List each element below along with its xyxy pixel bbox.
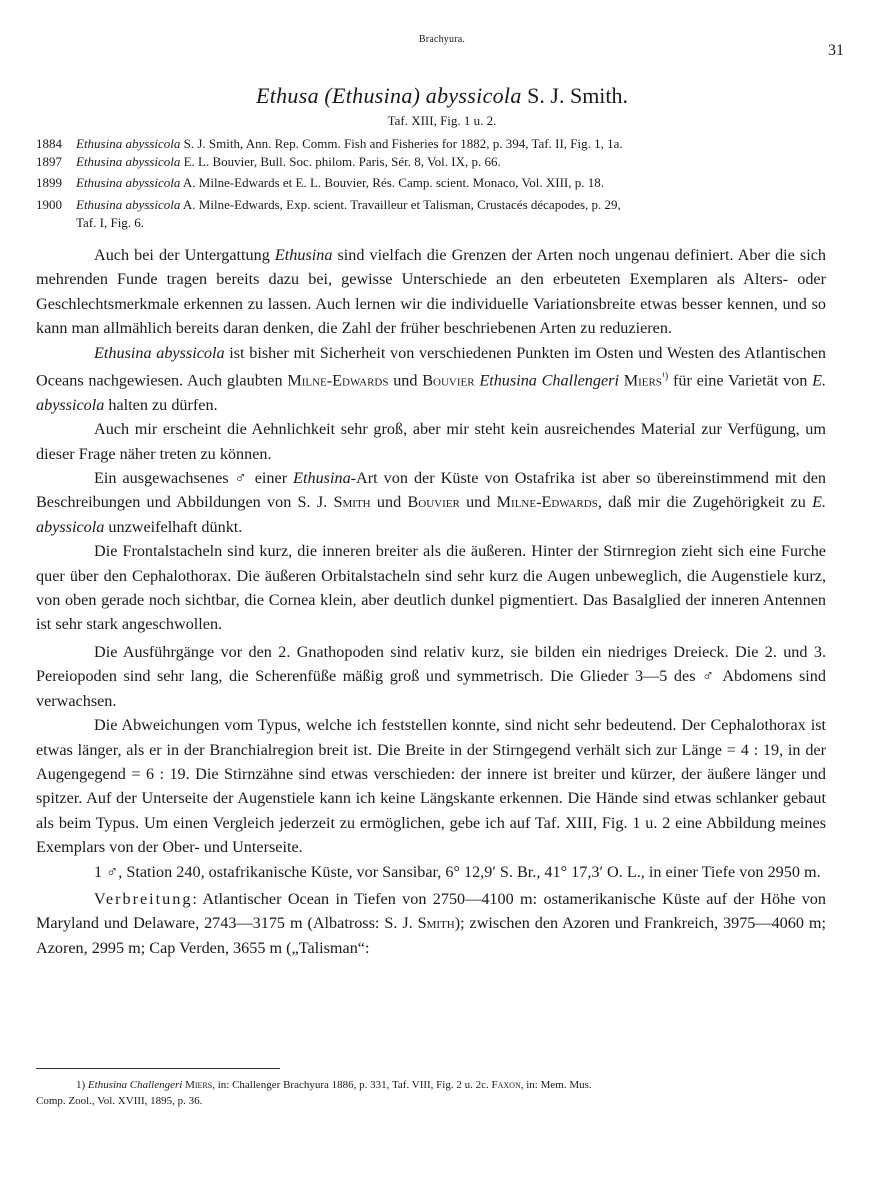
footnote-ref: ¹) xyxy=(661,371,669,383)
synonymy-line xyxy=(36,174,842,191)
text-run: ist bisher mit Sicherheit von verschiedenen Punkten im Osten und Westen des Atlantischen Oceans nachgewiesen. Auch glaubten xyxy=(36,343,826,390)
author-name: Smith xyxy=(417,914,455,933)
synonymy-year: 1899 xyxy=(36,175,62,190)
taxon-name: E. abyssicola xyxy=(36,371,827,414)
author-name: Miers xyxy=(185,1079,213,1091)
footnote-line: Comp. Zool., Vol. XVIII, 1895, p. 36. xyxy=(36,1095,203,1107)
plate-reference: Taf. XIII, Fig. 1 u. 2. xyxy=(387,113,497,128)
taxon-name: E. abyssicola xyxy=(36,493,827,536)
title-species: abyssicola xyxy=(425,83,522,108)
synonymy-citation: A. Milne-Edwards, Exp. scient. Travailleur et Talisman, Crustacés décapodes, p. 29, xyxy=(182,197,621,212)
text-run: für eine Varietät von xyxy=(668,371,813,390)
author-name: Smith xyxy=(333,493,371,512)
title-author: S. J. Smith. xyxy=(527,83,629,108)
paragraph xyxy=(36,341,826,418)
footnote-marker: 1) xyxy=(76,1079,86,1091)
paragraph: Die Ausführgänge vor den 2. Gnathopoden sind relativ kurz, sie bilden ein niedriges Dreieck. Die 2. und 3. Pereiopoden sind sehr lang, die Scherenfüße mäßig groß und symmetrisch. Die Glieder 3—5 des ♂ Abdomens sind verwachsen. xyxy=(36,642,826,710)
text-run: : Atlantischer Ocean in Tiefen von 2750—4100 m: ostamerikanische Küste auf der Höhe von Maryland und Delaware, 2743—3175 m (Albatross: S. J. xyxy=(36,889,826,933)
author-name: Milne-Edwards xyxy=(287,371,389,390)
body-text xyxy=(36,243,826,960)
species-title xyxy=(0,83,884,109)
footnote-line xyxy=(36,1077,836,1093)
paragraph: Die Abweichungen vom Typus, welche ich feststellen konnte, sind nicht sehr bedeutend. Der Cephalothorax ist etwas länger, als er in der Branchialregion breit ist. Die Breite in der Stirngegend verhält sich zur Länge = 4 : 19, in der Augengegend = 6 : 19. Die Stirnzähne sind etwas verschieden: der innere ist breiter und kürzer, der äußere länger und spitzer. Auf der Unterseite der Augenstiele kann ich keine Längskante erkennen. Die Hände sind etwas schlanker gebaut als beim Typus. Um einen Vergleich jederzeit zu ermöglichen, gebe ich auf Taf. XIII, Fig. 1 u. 2 eine Abbildung meines Exemplars von der Ober- und Unterseite. xyxy=(36,716,826,857)
paragraph: 1 ♂, Station 240, ostafrikanische Küste, vor Sansibar, 6° 12,9′ S. Br., 41° 17,3′ O. L., in einer Tiefe von 2950 m. xyxy=(94,862,821,881)
section-label: Verbreitung xyxy=(94,889,193,908)
title-genus: Ethusa xyxy=(255,83,319,108)
text-run: ); zwischen den Azoren und Frankreich, 3975—4060 m; Azoren, 2995 m; Cap Verden, 3655 m („Talisman“: xyxy=(36,914,826,957)
synonymy-citation: A. Milne-Edwards et E. L. Bouvier, Rés. Camp. scient. Monaco, Vol. XIII, p. 18. xyxy=(182,175,604,190)
text-run: -Art von der Küste von Ostafrika ist aber so übereinstimmend mit den Beschreibungen und Abbildungen von S. J. xyxy=(36,469,826,512)
text-run: und xyxy=(459,493,497,512)
text-run: halten zu dürfen. xyxy=(104,395,218,414)
author-name: Milne-Edwards xyxy=(496,493,598,512)
text-run: und xyxy=(370,493,408,512)
synonymy-citation: S. J. Smith, Ann. Rep. Comm. Fish and Fisheries for 1882, p. 394, Taf. II, Fig. 1, 1a. xyxy=(183,136,623,151)
author-name: Bouvier xyxy=(422,371,475,390)
synonymy-year: 1897 xyxy=(36,154,62,169)
text-run: , daß mir die Zugehörigkeit zu xyxy=(597,493,813,512)
taxon-name: Ethusina abyssicola xyxy=(94,343,225,362)
synonymy-line xyxy=(36,196,842,213)
synonymy-line xyxy=(36,153,842,170)
title-subgenus: (Ethusina) xyxy=(324,83,421,108)
page-number: 31 xyxy=(828,42,844,59)
text-run: und xyxy=(388,371,423,390)
synonymy-line xyxy=(36,135,842,152)
synonymy-continuation: Taf. I, Fig. 6. xyxy=(76,215,145,230)
paragraph: Die Frontalstacheln sind kurz, die inneren breiter als die äußeren. Hinter der Stirnregion zieht sich eine Furche quer über den Cephalothorax. Die äußeren Orbitalstacheln sind sehr kurz die Augen unbeweglich, die Augenstiele kurz, von oben gerade noch sichtbar, die Cornea klein, aber deutlich dunkel pigmentiert. Das Basalglied der inneren Antennen ist sehr stark angeschwollen. xyxy=(36,542,826,634)
taxon-name: Ethusina xyxy=(293,469,351,488)
paragraph xyxy=(36,887,826,960)
synonymy-name: Ethusina abyssicola xyxy=(76,136,181,151)
synonymy-citation: E. L. Bouvier, Bull. Soc. philom. Paris, Sér. 8, Vol. IX, p. 66. xyxy=(183,154,501,169)
synonymy-name: Ethusina abyssicola xyxy=(76,154,181,169)
paragraph xyxy=(36,243,826,341)
footnote xyxy=(36,1077,836,1109)
author-name: Miers xyxy=(623,371,662,390)
text-run: unzweifelhaft dünkt. xyxy=(104,517,243,536)
taxon-name: Ethusina xyxy=(274,246,333,264)
footnote-divider xyxy=(36,1068,280,1069)
synonymy-year: 1900 xyxy=(36,197,62,212)
taxon-name: Ethusina Challengeri xyxy=(479,371,619,390)
text-run: , in: Mem. Mus. xyxy=(520,1079,592,1091)
taxon-name: Ethusina Challengeri xyxy=(87,1079,183,1091)
running-head: Brachyura. xyxy=(418,34,466,45)
synonymy-name: Ethusina abyssicola xyxy=(76,197,181,212)
paragraph xyxy=(36,466,826,539)
text-run: , in: Challenger Brachyura 1886, p. 331, Taf. VIII, Fig. 2 u. 2c. xyxy=(212,1079,492,1091)
synonymy-name: Ethusina abyssicola xyxy=(76,175,181,190)
author-name: Bouvier xyxy=(407,493,460,512)
text-run: Ein ausgewachsenes ♂ einer xyxy=(94,469,294,488)
text-run: sind vielfach die Grenzen der Arten noch ungenau definiert. Aber die sich mehrenden Funde tragen bereits dazu bei, gewisse Unterschiede an den erbeuteten Exemplaren als Alters- oder Geschlechtsmerkmale erkennen zu lassen. Auch lernen wir die individuelle Variationsbreite etwas besser kennen, und so kann man allmählich bereits daran denken, die Zahl der früher beschriebenen Arten zu reduzieren. xyxy=(36,246,826,338)
text-run: Auch bei der Untergattung xyxy=(94,246,275,264)
synonymy-year: 1884 xyxy=(36,136,62,151)
author-name: Faxon xyxy=(491,1079,521,1091)
paragraph: Auch mir erscheint die Aehnlichkeit sehr groß, aber mir steht kein ausreichendes Material zur Verfügung, um dieser Frage näher treten zu können. xyxy=(36,420,826,463)
